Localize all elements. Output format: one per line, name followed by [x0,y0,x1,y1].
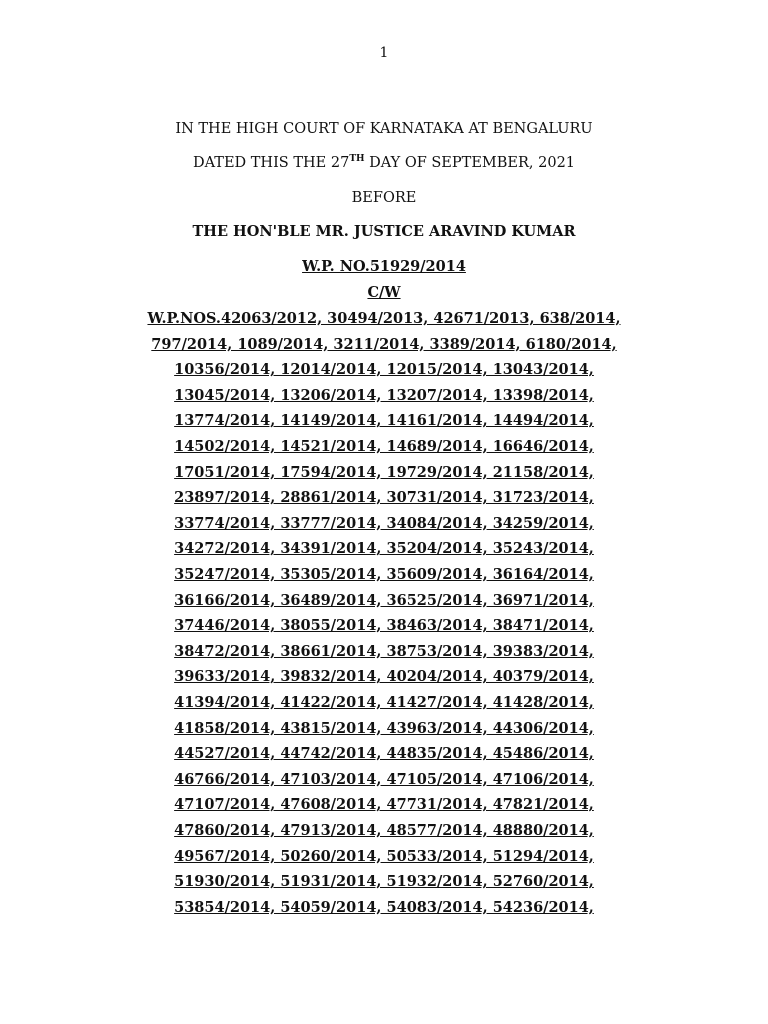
before-label: BEFORE [351,190,417,206]
page-number: 1 [379,45,389,61]
case-number-line: 47860/2014, 47913/2014, 48577/2014, 48880/2014, [174,822,594,839]
dated-superscript: TH [349,154,365,164]
case-number-line: 47107/2014, 47608/2014, 47731/2014, 47821/2014, [174,796,594,814]
main-petition-number: W.P. NO.51929/2014 [302,258,466,275]
case-number-line: 797/2014, 1089/2014, 3211/2014, 3389/2014, 6180/2014, [151,335,617,353]
justice-name: THE HON'BLE MR. JUSTICE ARAVIND KUMAR [192,223,576,240]
case-number-line: 41394/2014, 41422/2014, 41427/2014, 41428/2014, [174,694,594,711]
connected-with-label: C/W [367,284,401,301]
dated-suffix: DAY OF SEPTEMBER, 2021 [364,155,576,171]
case-number-line: 33774/2014, 33777/2014, 34084/2014, 34259/2014, [174,514,594,532]
dated-line [0,154,768,172]
case-number-line: 38472/2014, 38661/2014, 38753/2014, 39383/2014, [174,642,594,660]
case-number-line: 53854/2014, 54059/2014, 54083/2014, 54236/2014, [174,898,594,916]
case-number-line: 44527/2014, 44742/2014, 44835/2014, 45486/2014, [174,745,594,763]
case-number-line: 36166/2014, 36489/2014, 36525/2014, 36971/2014, [174,591,594,609]
case-number-line: 13045/2014, 13206/2014, 13207/2014, 13398/2014, [174,386,594,404]
case-number-line: 34272/2014, 34391/2014, 35204/2014, 35243/2014, [174,540,594,558]
case-number-line: 37446/2014, 38055/2014, 38463/2014, 38471/2014, [174,617,594,635]
court-heading: IN THE HIGH COURT OF KARNATAKA AT BENGALURU [175,121,593,137]
case-number-line: 35247/2014, 35305/2014, 35609/2014, 36164/2014, [174,566,594,583]
case-number-line: 39633/2014, 39832/2014, 40204/2014, 40379/2014, [174,668,594,686]
case-number-line: 23897/2014, 28861/2014, 30731/2014, 31723/2014, [174,489,594,507]
dated-prefix: DATED THIS THE 27 [192,155,350,171]
case-number-line: 51930/2014, 51931/2014, 51932/2014, 52760/2014, [174,873,594,891]
case-number-line: 10356/2014, 12014/2014, 12015/2014, 13043/2014, [174,361,594,379]
case-number-line: 46766/2014, 47103/2014, 47105/2014, 47106/2014, [174,770,594,788]
case-number-line: 14502/2014, 14521/2014, 14689/2014, 16646/2014, [174,438,594,455]
case-number-line: W.P.NOS.42063/2012, 30494/2013, 42671/2013, 638/2014, [147,310,621,327]
case-number-line: 41858/2014, 43815/2014, 43963/2014, 44306/2014, [174,719,594,737]
case-number-line: 13774/2014, 14149/2014, 14161/2014, 14494/2014, [174,412,594,430]
case-number-line: 17051/2014, 17594/2014, 19729/2014, 21158/2014, [174,463,594,481]
case-number-line: 49567/2014, 50260/2014, 50533/2014, 51294/2014, [174,847,594,865]
